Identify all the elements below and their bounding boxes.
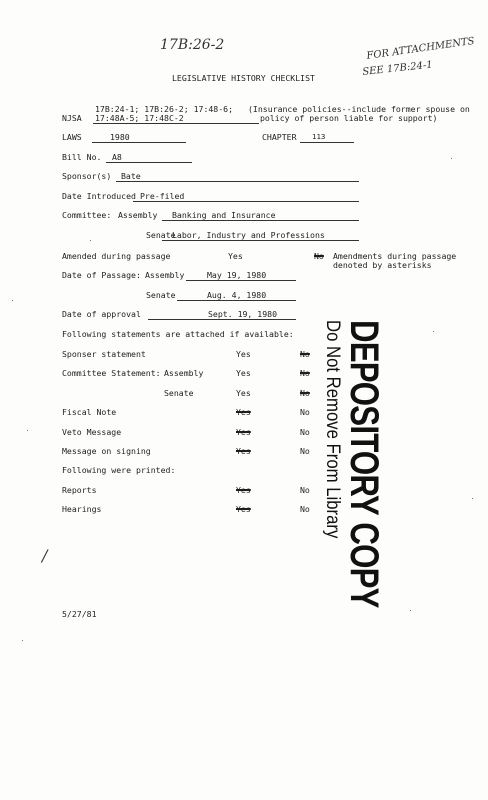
- bill-label: Bill No.: [62, 152, 102, 162]
- njsa-note-line1: (Insurance policies--include former spouse on: [248, 104, 470, 114]
- hearings-yes: Yes: [236, 504, 251, 514]
- committee-statement-senate-yes: Yes: [236, 388, 251, 398]
- passage-assembly-underline: [186, 280, 296, 281]
- message-on-signing-no: No: [300, 446, 310, 456]
- laws-label: LAWS: [62, 132, 82, 142]
- stamp-depository-copy: DEPOSITORY COPY: [342, 320, 386, 608]
- fiscal-note-label: Fiscal Note: [62, 407, 117, 417]
- committee-senate-underline: [162, 240, 359, 241]
- message-on-signing-yes: Yes: [236, 446, 251, 456]
- approval-underline: [148, 319, 296, 320]
- chapter-label: CHAPTER: [262, 132, 297, 142]
- reports-label: Reports: [62, 485, 97, 495]
- njsa-note-line2: policy of person liable for support): [260, 113, 438, 123]
- sponsor-statement-yes: Yes: [236, 349, 251, 359]
- njsa-statutes-line1: 17B:24-1; 17B:26-2; 17:48-6;: [95, 104, 234, 114]
- date-introduced-label: Date Introduced: [62, 191, 136, 201]
- committee-assembly-value: Banking and Insurance: [172, 210, 276, 220]
- njsa-statutes-line2: 17:48A-5; 17:48C-2: [95, 113, 184, 123]
- amended-label: Amended during passage: [62, 251, 171, 261]
- committee-label: Committee:: [62, 210, 112, 220]
- passage-assembly-label: Assembly: [145, 270, 185, 280]
- hearings-label: Hearings: [62, 504, 102, 514]
- passage-assembly-date: May 19, 1980: [207, 270, 267, 280]
- approval-date: Sept. 19, 1980: [208, 309, 278, 319]
- sponsor-label: Sponsor(s): [62, 171, 112, 181]
- committee-senate-label: Senate: [146, 230, 176, 240]
- reports-yes: Yes: [236, 485, 251, 495]
- committee-statement-assembly-label: Assembly: [164, 368, 204, 378]
- date-introduced-value: Pre-filed: [140, 191, 185, 201]
- hearings-no: No: [300, 504, 310, 514]
- footer-date: 5/27/81: [62, 609, 97, 619]
- handwritten-see-reference: SEE 17B:24-1: [361, 59, 434, 78]
- committee-statement-assembly-no: No: [300, 368, 310, 378]
- printed-heading: Following were printed:: [62, 465, 176, 475]
- amended-yes: Yes: [228, 251, 243, 261]
- committee-statement-assembly-yes: Yes: [236, 368, 251, 378]
- committee-assembly-underline: [162, 220, 359, 221]
- page-title: LEGISLATIVE HISTORY CHECKLIST: [172, 73, 315, 83]
- reports-no: No: [300, 485, 310, 495]
- chapter-value: 113: [312, 132, 326, 141]
- passage-senate-date: Aug. 4, 1980: [207, 290, 267, 300]
- committee-senate-value: Labor, Industry and Professions: [172, 230, 325, 240]
- amended-no: No: [314, 251, 324, 261]
- bill-underline: [106, 162, 192, 163]
- passage-label: Date of Passage:: [62, 270, 141, 280]
- sponsor-statement-no: No: [300, 349, 310, 359]
- message-on-signing-label: Message on signing: [62, 446, 151, 456]
- handwritten-statute-number: 17B:26-2: [160, 37, 225, 53]
- amendments-note-line1: Amendments during passage: [333, 251, 457, 261]
- amendments-note-line2: denoted by asterisks: [333, 260, 432, 270]
- committee-statement-senate-no: No: [300, 388, 310, 398]
- committee-assembly-label: Assembly: [118, 210, 158, 220]
- date-introduced-underline: [133, 201, 359, 202]
- chapter-underline: [300, 142, 354, 143]
- bill-value: A8: [112, 152, 122, 162]
- fiscal-note-no: No: [300, 407, 310, 417]
- njsa-label: NJSA: [62, 113, 82, 123]
- passage-senate-label: Senate: [146, 290, 176, 300]
- njsa-underline-2: [197, 123, 259, 124]
- veto-message-no: No: [300, 427, 310, 437]
- veto-message-label: Veto Message: [62, 427, 122, 437]
- committee-statement-label: Committee Statement:: [62, 368, 161, 378]
- approval-label: Date of approval: [62, 309, 141, 319]
- njsa-underline: [93, 123, 197, 124]
- committee-statement-senate-label: Senate: [164, 388, 194, 398]
- depository-stamp: [312, 320, 386, 608]
- veto-message-yes: Yes: [236, 427, 251, 437]
- laws-underline: [92, 142, 186, 143]
- passage-senate-underline: [177, 300, 296, 301]
- handwritten-attachments-note: FOR ATTACHMENTS: [365, 35, 476, 62]
- stamp-do-not-remove: Do Not Remove From Library: [322, 320, 343, 539]
- sponsor-underline: [116, 181, 359, 182]
- sponsor-statement-label: Sponser statement: [62, 349, 146, 359]
- fiscal-note-yes: Yes: [236, 407, 251, 417]
- attached-heading: Following statements are attached if available:: [62, 329, 294, 339]
- sponsor-value: Bate: [121, 171, 141, 181]
- laws-value: 1980: [110, 132, 130, 142]
- handwritten-margin-mark: /: [42, 546, 48, 565]
